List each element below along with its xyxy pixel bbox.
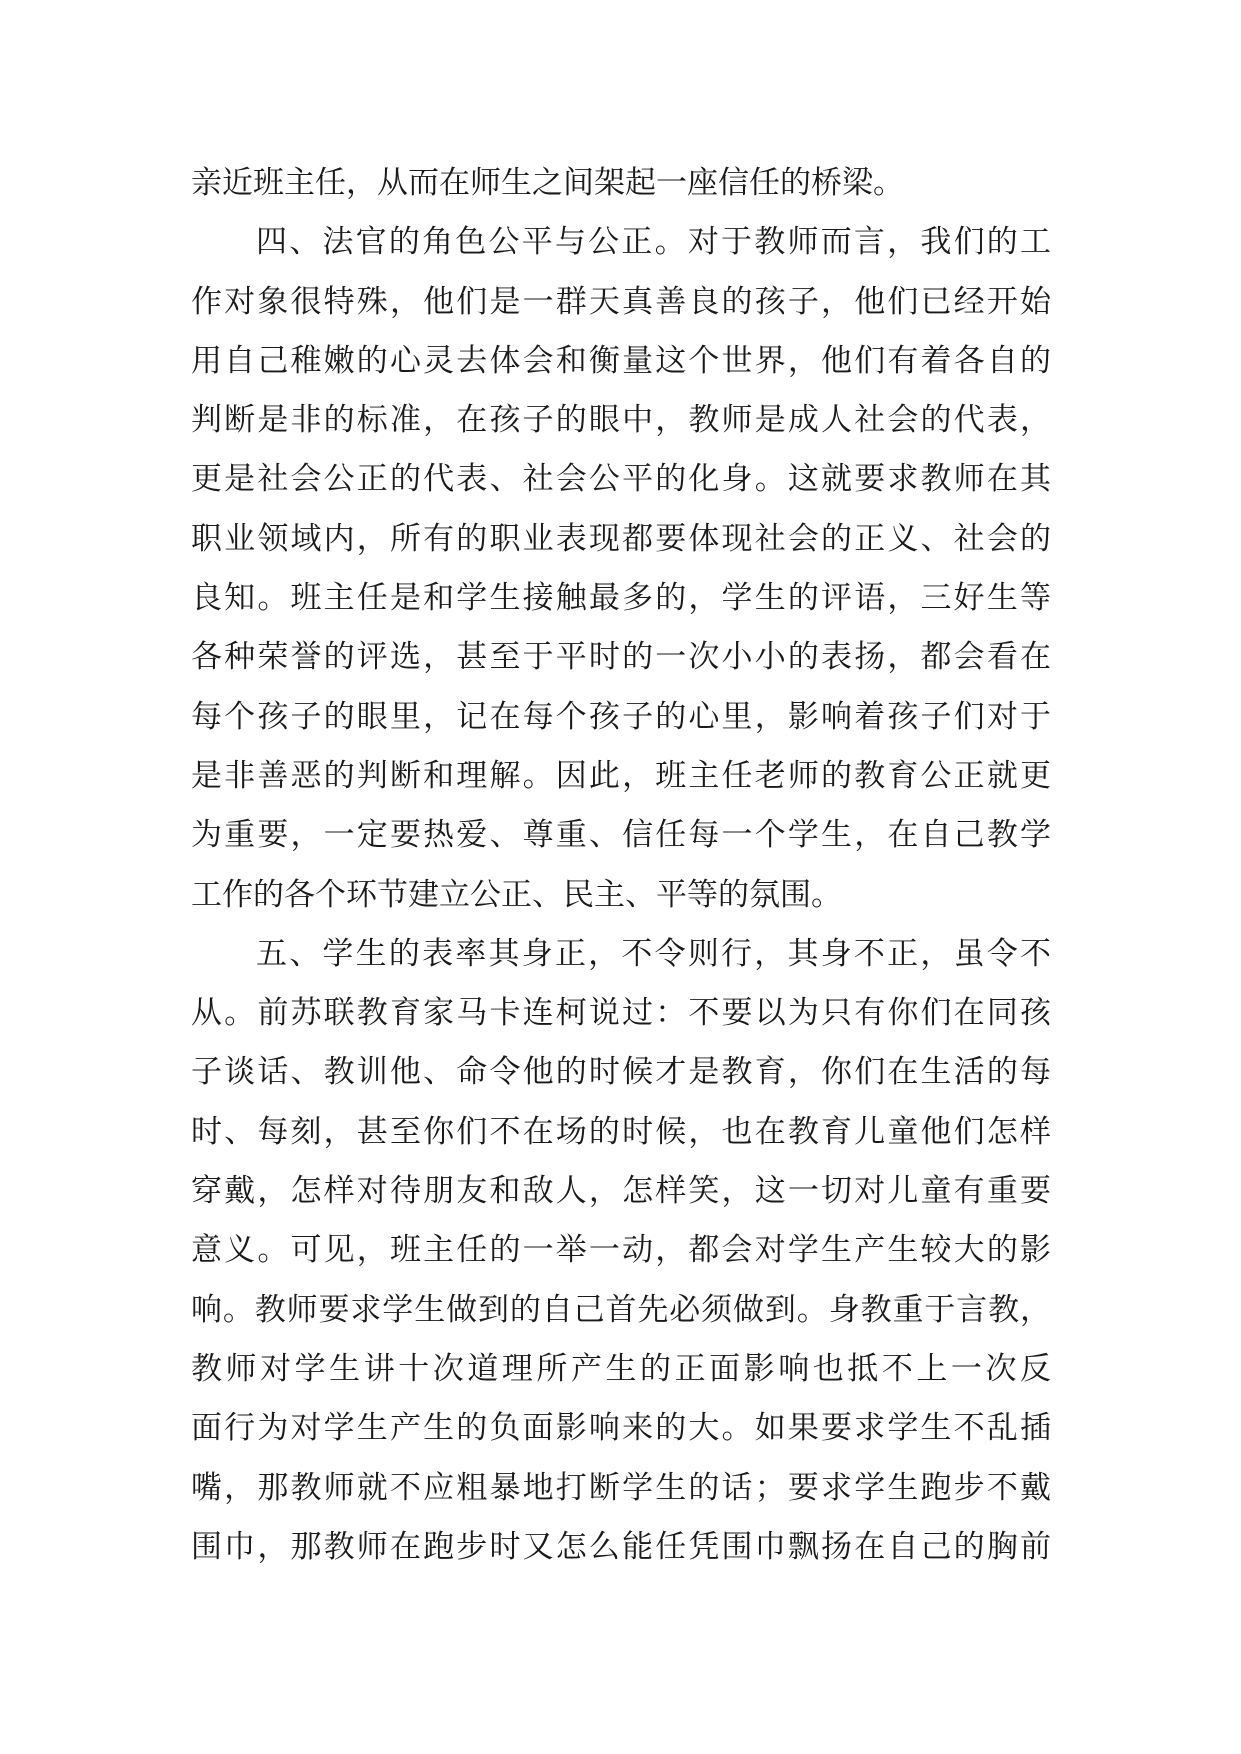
text-line: 判断是非的标准，在孩子的眼中，教师是成人社会的代表， bbox=[191, 402, 1051, 439]
text-line: 是非善恶的判断和理解。因此，班主任老师的教育公正就更 bbox=[191, 757, 1051, 794]
text-line: 良知。班主任是和学生接触最多的，学生的评语，三好生等 bbox=[191, 580, 1051, 617]
text-line: 为重要，一定要热爱、尊重、信任每一个学生，在自己教学 bbox=[191, 817, 1051, 854]
text-line: 围巾，那教师在跑步时又怎么能任凭围巾飘扬在自己的胸前 bbox=[191, 1528, 1051, 1565]
text-line: 教师对学生讲十次道理所产生的正面影响也抵不上一次反 bbox=[191, 1350, 1051, 1387]
text-line: 每个孩子的眼里，记在每个孩子的心里，影响着孩子们对于 bbox=[191, 698, 1051, 735]
text-line: 时、每刻，甚至你们不在场的时候，也在教育儿童他们怎样 bbox=[191, 1113, 1051, 1150]
text-line: 从。前苏联教育家马卡连柯说过：不要以为只有你们在同孩 bbox=[191, 995, 1051, 1032]
text-line: 穿戴，怎样对待朋友和敌人，怎样笑，这一切对儿童有重要 bbox=[191, 1173, 1051, 1210]
text-line: 嘴，那教师就不应粗暴地打断学生的话；要求学生跑步不戴 bbox=[191, 1469, 1051, 1506]
text-line: 响。教师要求学生做到的自己首先必须做到。身教重于言教， bbox=[191, 1291, 1051, 1328]
text-line: 意义。可见，班主任的一举一动，都会对学生产生较大的影 bbox=[191, 1232, 1051, 1269]
text-line: 更是社会公正的代表、社会公平的化身。这就要求教师在其 bbox=[191, 461, 1051, 498]
text-line: 工作的各个环节建立公正、民主、平等的氛围。 bbox=[191, 876, 842, 913]
body-text bbox=[191, 154, 1051, 1577]
section-five-heading-line: 五、学生的表率其身正，不令则行，其身不正，虽令不 bbox=[256, 935, 1051, 972]
text-line: 职业领域内，所有的职业表现都要体现社会的正义、社会的 bbox=[191, 520, 1051, 557]
text-line: 用自己稚嫩的心灵去体会和衡量这个世界，他们有着各自的 bbox=[191, 342, 1051, 379]
text-line: 子谈话、教训他、命令他的时候才是教育，你们在生活的每 bbox=[191, 1054, 1051, 1091]
text-line: 作对象很特殊，他们是一群天真善良的孩子，他们已经开始 bbox=[191, 283, 1051, 320]
text-line: 面行为对学生产生的负面影响来的大。如果要求学生不乱插 bbox=[191, 1410, 1051, 1447]
text-line: 各种荣誉的评选，甚至于平时的一次小小的表扬，都会看在 bbox=[191, 639, 1051, 676]
section-four-heading-line: 四、法官的角色公平与公正。对于教师而言，我们的工 bbox=[256, 224, 1051, 261]
text-line: 亲近班主任，从而在师生之间架起一座信任的桥梁。 bbox=[191, 165, 904, 201]
